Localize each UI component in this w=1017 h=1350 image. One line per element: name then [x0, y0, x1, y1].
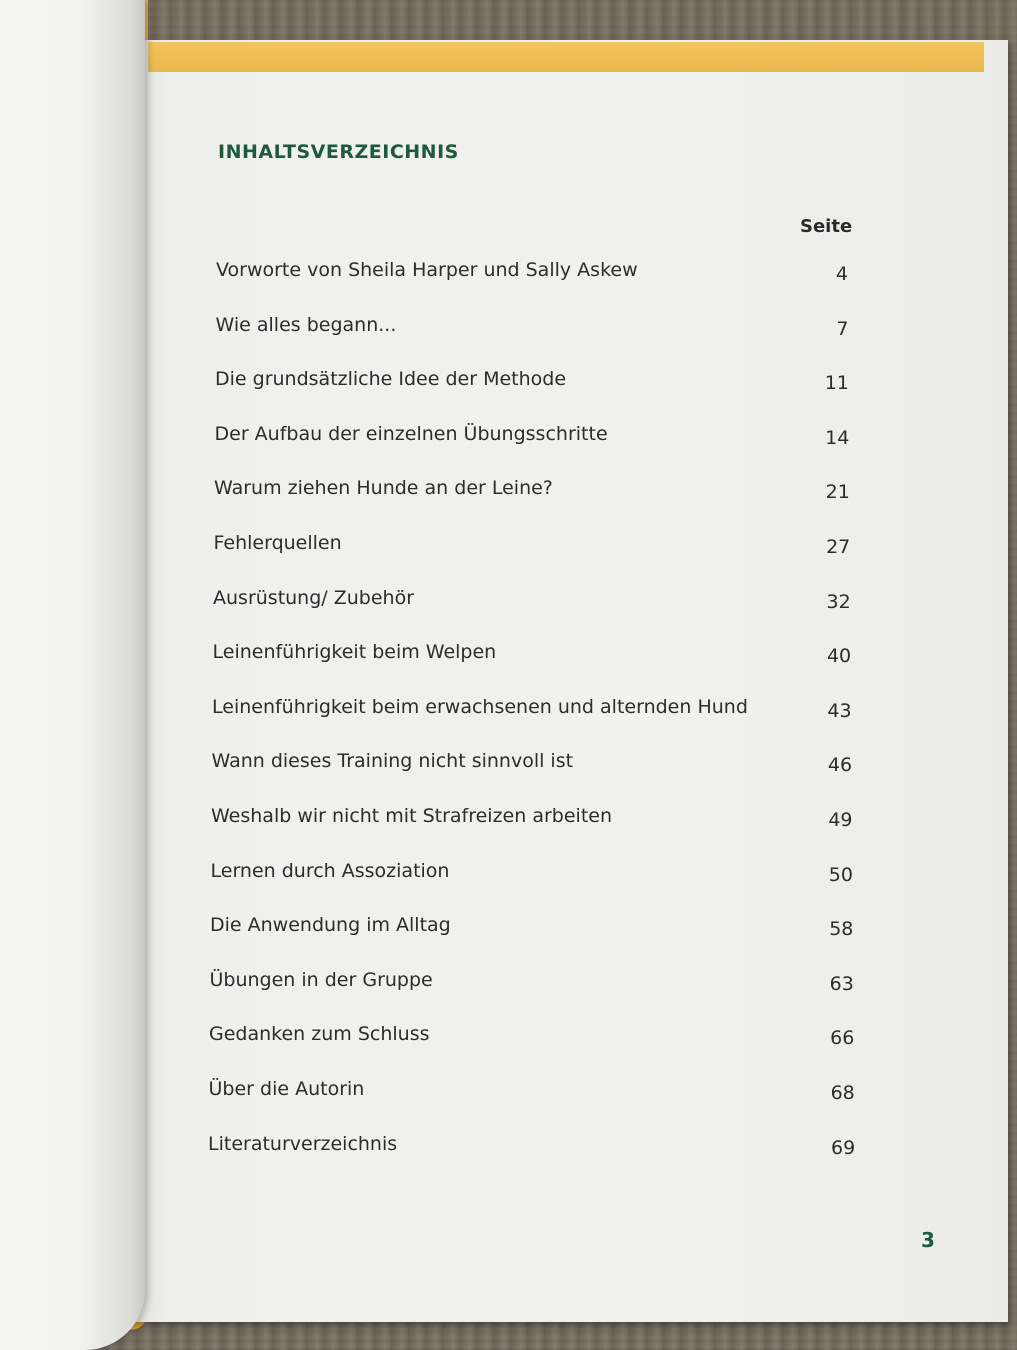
- toc-entry-page: 4: [835, 263, 848, 285]
- toc-entry-title: Die Anwendung im Alltag: [210, 914, 451, 937]
- toc-entry-title: Lernen durch Assoziation: [210, 859, 450, 882]
- toc-entry-page: 50: [828, 863, 853, 886]
- toc-entry-title: Weshalb wir nicht mit Strafreizen arbeiten: [211, 805, 612, 827]
- toc-entry-page: 58: [829, 918, 854, 941]
- toc-entry-page: 68: [830, 1082, 855, 1104]
- toc-entry-title: Literaturverzeichnis: [208, 1132, 398, 1155]
- toc-entry-title: Die grundsätzliche Idee der Methode: [215, 368, 567, 391]
- book-page: [132, 40, 1008, 1322]
- toc-entry-title: Wie alles begann...: [215, 313, 397, 336]
- toc-entry-page: 49: [828, 809, 853, 831]
- toc-entry-page: 63: [829, 972, 854, 995]
- toc-entry-title: Gedanken zum Schluss: [209, 1023, 430, 1046]
- facing-page: [0, 0, 145, 1350]
- toc-entry-page: 27: [826, 536, 851, 558]
- toc-entry-page: 14: [825, 426, 850, 449]
- page-top-color-strip: [148, 42, 984, 72]
- toc-entry-page: 21: [825, 481, 850, 504]
- toc-entry-page: 69: [831, 1136, 856, 1159]
- toc-entry-title: Ausrüstung/ Zubehör: [213, 586, 415, 609]
- toc-entry-title: Vorworte von Sheila Harper und Sally Askew: [216, 259, 638, 281]
- toc-entry-title: Wann dieses Training nicht sinnvoll ist: [211, 750, 574, 773]
- toc-entry-page: 43: [827, 699, 852, 722]
- toc-entry-title: Fehlerquellen: [213, 532, 342, 554]
- page-number: 3: [921, 1228, 935, 1252]
- page-column-label: Seite: [800, 216, 853, 237]
- toc-entry-title: Über die Autorin: [208, 1078, 365, 1100]
- toc-entry-page: 46: [827, 754, 853, 777]
- toc-entry-page: 32: [826, 590, 851, 613]
- toc-entry-page: 40: [826, 645, 852, 668]
- toc-entry-page: 11: [824, 372, 849, 395]
- table-of-contents-heading: INHALTSVERZEICHNIS: [218, 141, 459, 163]
- toc-entry-page: 66: [830, 1027, 855, 1050]
- toc-entry-title: Warum ziehen Hunde an der Leine?: [214, 477, 553, 500]
- toc-entry-title: Leinenführigkeit beim erwachsenen und alternden Hund: [212, 695, 748, 718]
- toc-entry-title: Der Aufbau der einzelnen Übungsschritte: [214, 422, 608, 445]
- toc-entry-title: Übungen in der Gruppe: [209, 968, 433, 991]
- toc-entry-page: 7: [836, 317, 849, 340]
- toc-entry-title: Leinenführigkeit beim Welpen: [212, 641, 497, 664]
